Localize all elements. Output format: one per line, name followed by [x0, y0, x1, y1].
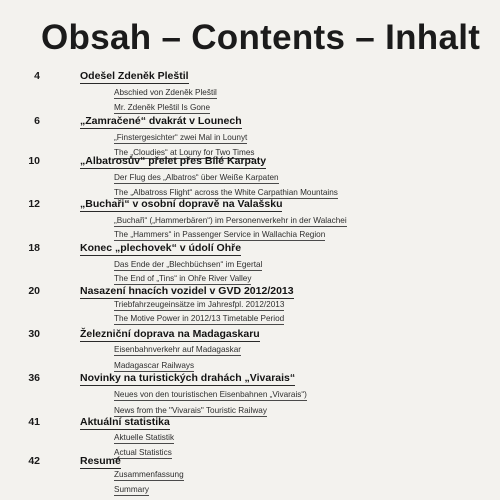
toc-page-number: 41 [28, 416, 40, 428]
toc-title: Odešel Zdeněk Pleštil [80, 70, 189, 82]
toc-page-number: 42 [28, 455, 40, 467]
toc-title: Nasazení hnacích vozidel v GVD 2012/2013 [80, 285, 294, 297]
toc-line-en: Mr. Zdeněk Pleštil Is Gone [114, 103, 211, 112]
toc-line-en: Summary [114, 485, 150, 494]
toc-title: „Albatrosův“ přelet přes Bílé Karpaty [80, 155, 267, 167]
toc-line-de: Triebfahrzeugeinsätze im Jahresfpl. 2012/2013 [114, 300, 285, 309]
toc-title: Aktuální statistika [80, 416, 170, 428]
toc-line-en: News from the "Vivarais" Touristic Railway [114, 406, 267, 415]
toc-page-number: 4 [34, 70, 40, 82]
toc-page-number: 36 [28, 372, 40, 384]
toc-page-number: 20 [28, 285, 40, 297]
toc-line-en: Actual Statistics [114, 448, 172, 457]
toc-line-de: Aktuelle Statistik [114, 433, 175, 442]
toc-page-number: 18 [28, 242, 40, 254]
toc-line-de: Das Ende der „Blechbüchsen“ im Egertal [114, 260, 263, 269]
toc-line-en: The „Hammers“ in Passenger Service in Wallachia Region [114, 230, 326, 239]
toc-line-de: „Finstergesichter“ zwei Mal in Lounyt [114, 133, 248, 142]
toc-line-de: Eisenbahnverkehr auf Madagaskar [114, 345, 241, 354]
toc-title: Resumé [80, 455, 121, 467]
toc-line-de: Abschied von Zdeněk Pleštil [114, 88, 217, 97]
toc-line-en: The Motive Power in 2012/13 Timetable Period [114, 314, 285, 323]
page-title: Obsah – Contents – Inhalt [41, 18, 481, 57]
toc-line-de: Der Flug des „Albatros“ über Weiße Karpaten [114, 173, 279, 182]
toc-title: Konec „plechovek“ v údolí Ohře [80, 242, 242, 254]
toc-title: „Zamračené“ dvakrát v Lounech [80, 115, 242, 127]
toc-line-en: The End of „Tins“ in Ohře River Valley [114, 274, 252, 283]
toc-page-number: 30 [28, 328, 40, 340]
toc-line-de: Neues von den touristischen Eisenbahnen „Vivarais“) [114, 390, 307, 399]
toc-title: Železniční doprava na Madagaskaru [80, 328, 260, 340]
toc-line-en: The „Albatross Flight“ across the White Carpathian Mountains [114, 188, 338, 197]
toc-line-de: „Buchaři“ („Hammerbären“) im Personenverkehr in der Walachei [114, 216, 347, 225]
toc-page-number: 12 [28, 198, 40, 210]
toc-line-en: The „Cloudies“ at Louny for Two Times [114, 148, 255, 157]
toc-page-number: 6 [34, 115, 40, 127]
toc-page-number: 10 [28, 155, 40, 167]
toc-title: Novinky na turistických drahách „Vivarais“ [80, 372, 296, 384]
toc-line-en: Madagascar Railways [114, 361, 195, 370]
toc-title: „Buchaři“ v osobní dopravě na Valašsku [80, 198, 283, 210]
toc-line-de: Zusammenfassung [114, 470, 184, 479]
